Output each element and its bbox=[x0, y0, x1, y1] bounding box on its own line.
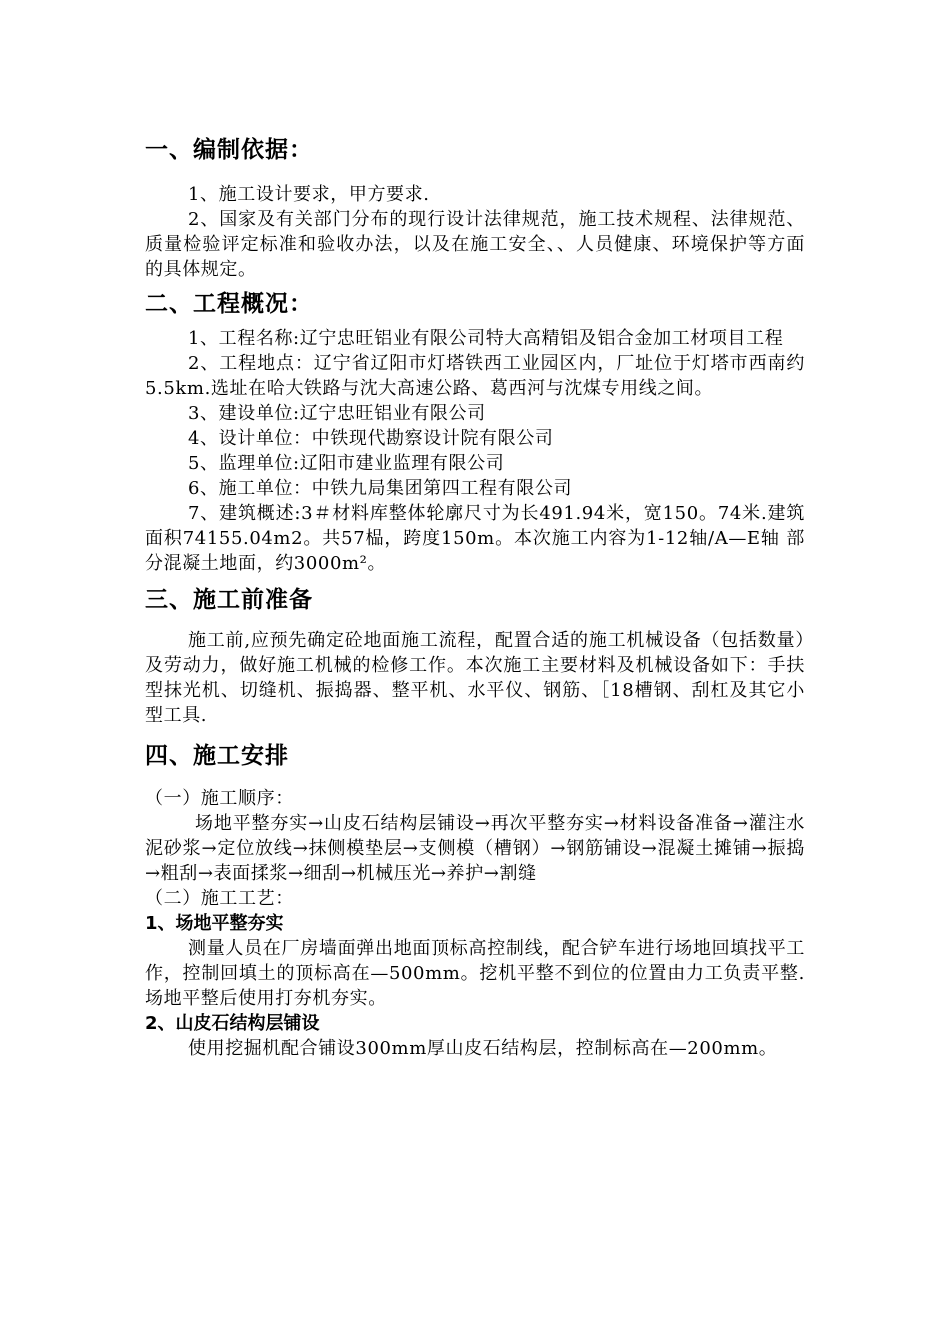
section-2-item-5: 5、监理单位:辽阳市建业监理有限公司 bbox=[188, 453, 505, 474]
section-2-item-6: 6、施工单位：中铁九局集团第四工程有限公司 bbox=[188, 478, 573, 499]
section-3-paragraph: 施工前,应预先确定砼地面施工流程，配置合适的施工机械设备（包括数量）及劳动力，做好施工机械的检修工作。本次施工主要材料及机械设备如下：手扶型抹光机、切缝机、振捣器、整平机、水平仪、钢筋、［18槽钢、刮杠及其它小型工具. bbox=[145, 630, 805, 726]
section-1-item-2: 2、国家及有关部门分布的现行设计法律规范，施工技术规程、法律规范、质量检验评定标准和验收办法，以及在施工安全、、人员健康、环境保护等方面的具体规定。 bbox=[145, 209, 805, 280]
section-2-item-7: 7、建筑概述:3＃材料库整体轮廓尺寸为长491.94米，宽150。74米.建筑面积74155.04m2。共57榀，跨度150m。本次施工内容为1-12轴/A—E轴 部分混凝土地面，约3000m²。 bbox=[145, 503, 805, 574]
section-2-item-1: 1、工程名称:辽宁忠旺铝业有限公司特大高精铝及铝合金加工材项目工程 bbox=[188, 328, 784, 349]
construction-sequence-text: 场地平整夯实→山皮石结构层铺设→再次平整夯实→材料设备准备→灌注水泥砂浆→定位放线→抹侧模垫层→支侧模（槽钢）→钢筋铺设→混凝土摊铺→振捣→粗刮→表面揉浆→细刮→机械压光→养护→割缝 bbox=[145, 813, 805, 884]
construction-sequence-title: （一）施工顺序： bbox=[145, 788, 294, 809]
section-2-item-2: 2、工程地点：辽宁省辽阳市灯塔铁西工业园区内，厂址位于灯塔市西南约5.5km.选址在哈大铁路与沈大高速公路、葛西河与沈煤专用线之间。 bbox=[145, 353, 805, 399]
section-1-heading: 一、编制依据： bbox=[145, 137, 313, 163]
section-2-heading: 二、工程概况： bbox=[145, 291, 313, 317]
craft-1-text: 测量人员在厂房墙面弹出地面顶标高控制线，配合铲车进行场地回填找平工作，控制回填土的顶标高在—500mm。挖机平整不到位的位置由力工负责平整.场地平整后使用打夯机夯实。 bbox=[145, 938, 805, 1009]
document-page bbox=[145, 132, 805, 1061]
section-1-item-1: 1、施工设计要求，甲方要求. bbox=[188, 184, 430, 205]
section-3-heading: 三、施工前准备 bbox=[145, 587, 313, 613]
section-2-item-4: 4、设计单位：中铁现代勘察设计院有限公司 bbox=[188, 428, 554, 449]
section-2-item-3: 3、建设单位:辽宁忠旺铝业有限公司 bbox=[188, 403, 486, 424]
craft-2-heading: 2、山皮石结构层铺设 bbox=[145, 1013, 320, 1034]
construction-craft-title: （二）施工工艺： bbox=[145, 888, 294, 909]
craft-1-heading: 1、场地平整夯实 bbox=[145, 913, 284, 934]
craft-2-text: 使用挖掘机配合铺设300mm厚山皮石结构层，控制标高在—200mm。 bbox=[188, 1038, 778, 1059]
section-4-heading: 四、施工安排 bbox=[145, 743, 289, 769]
